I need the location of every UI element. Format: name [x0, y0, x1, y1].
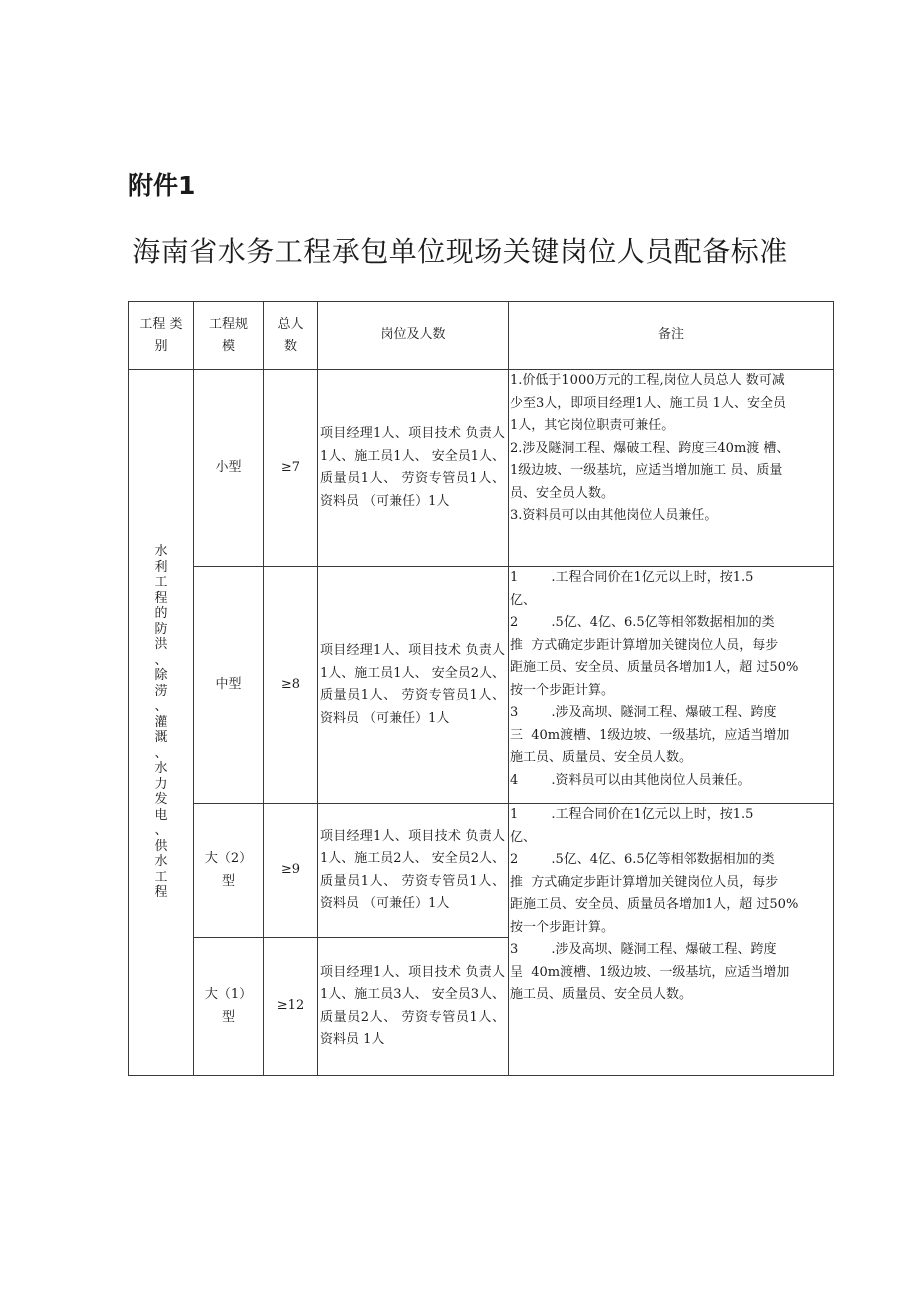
note-line: 亿、 [510, 829, 537, 845]
scale-cell: 中型 [194, 567, 264, 804]
notes-small [510, 370, 832, 528]
scale-cell: 大（1） 型 [194, 938, 264, 1076]
note-line: 1 .工程合同价在1亿元以上时，按1.5 [510, 570, 754, 585]
note-line: 三 40m渡槽、1级边坡、一级基坑，应适当增加 [510, 727, 790, 743]
notes-cell-medium [509, 567, 834, 804]
category-cell [129, 370, 194, 1076]
note-line: 亿、 [510, 592, 537, 608]
notes-large [510, 804, 832, 1007]
note-line: 按一个步距计算。 [510, 919, 615, 935]
note-line: 3.资料员可以由其他岗位人员兼任。 [510, 508, 718, 523]
note-line: 距施工员、安全员、质量员各增加1人，超 过50% [510, 660, 799, 675]
note-line: 施工员、质量员、安全员人数。 [510, 987, 693, 1002]
positions-cell: 项目经理1人、项目技术 负责人1人、施工员1人、 安全员2人、质量员1人、 劳资专管员1人、资料员 （可兼任）1人 [318, 567, 509, 804]
category-vertical-text: 水 利 工 程 的 防 洪 、 除 涝 、 灌 溉 、 水 力 发 电 、 供 水 工 程 [154, 544, 168, 901]
note-line: 少至3人，即项目经理1人、施工员 1人、安全员 [510, 395, 786, 411]
staffing-standard-table [128, 301, 834, 1076]
note-line: 3 .涉及高坝、隧洞工程、爆破工程、跨度 [510, 942, 777, 957]
header-scale: 工程规 模 [194, 302, 264, 370]
note-line: 呈 40m渡槽、1级边坡、一级基坑，应适当增加 [510, 964, 790, 980]
attachment-label: 附件1 [128, 171, 196, 200]
note-line: 1 .工程合同价在1亿元以上时，按1.5 [510, 807, 754, 822]
total-cell: ≥9 [264, 804, 318, 938]
note-line: 推 方式确定步距计算增加关键岗位人员，每步 [510, 637, 779, 653]
positions-cell: 项目经理1人、项目技术 负责人1人、施工员1人、 安全员1人、质量员1人、 劳资专管员1人、资料员 （可兼任）1人 [318, 370, 509, 567]
total-cell: ≥8 [264, 567, 318, 804]
note-line: 员、安全员人数。 [510, 485, 615, 501]
document-title: 海南省水务工程承包单位现场关键岗位人员配备标准 [132, 235, 788, 268]
note-line: 1级边坡、一级基坑，应适当增加施工 员、质量 [510, 463, 783, 478]
total-cell: ≥7 [264, 370, 318, 567]
note-line: 推 方式确定步距计算增加关键岗位人员，每步 [510, 874, 779, 890]
scale-cell: 大（2） 型 [194, 804, 264, 938]
note-line: 3 .涉及高坝、隧洞工程、爆破工程、跨度 [510, 705, 777, 720]
note-line: 1人，其它岗位职责可兼任。 [510, 418, 675, 433]
note-line: 按一个步距计算。 [510, 682, 615, 698]
note-line: 4 .资料员可以由其他岗位人员兼任。 [510, 772, 751, 788]
header-positions: 岗位及人数 [318, 302, 509, 370]
total-cell: ≥12 [264, 938, 318, 1076]
notes-medium [510, 567, 832, 792]
positions-cell: 项目经理1人、项目技术 负责人1人、施工员3人、 安全员3人、质量员2人、 劳资专管员1人、资料员 1人 [318, 938, 509, 1076]
note-line: 2 .5亿、4亿、6.5亿等相邻数据相加的类 [510, 615, 775, 630]
notes-cell-small [509, 370, 834, 567]
note-line: 1.价低于1000万元的工程,岗位人员总人 数可减 [510, 373, 785, 388]
scale-cell: 小型 [194, 370, 264, 567]
header-total: 总人 数 [264, 302, 318, 370]
note-line: 2.涉及隧洞工程、爆破工程、跨度三40m渡 槽、 [510, 440, 790, 456]
header-notes: 备注 [509, 302, 834, 370]
header-category: 工程 类 别 [129, 302, 194, 370]
notes-cell-large [509, 804, 834, 1076]
positions-cell: 项目经理1人、项目技术 负责人1人、施工员2人、 安全员2人、质量员1人、 劳资专管员1人、资料员 （可兼任）1人 [318, 804, 509, 938]
note-line: 2 .5亿、4亿、6.5亿等相邻数据相加的类 [510, 852, 775, 867]
note-line: 距施工员、安全员、质量员各增加1人，超 过50% [510, 897, 799, 912]
note-line: 施工员、质量员、安全员人数。 [510, 750, 693, 765]
